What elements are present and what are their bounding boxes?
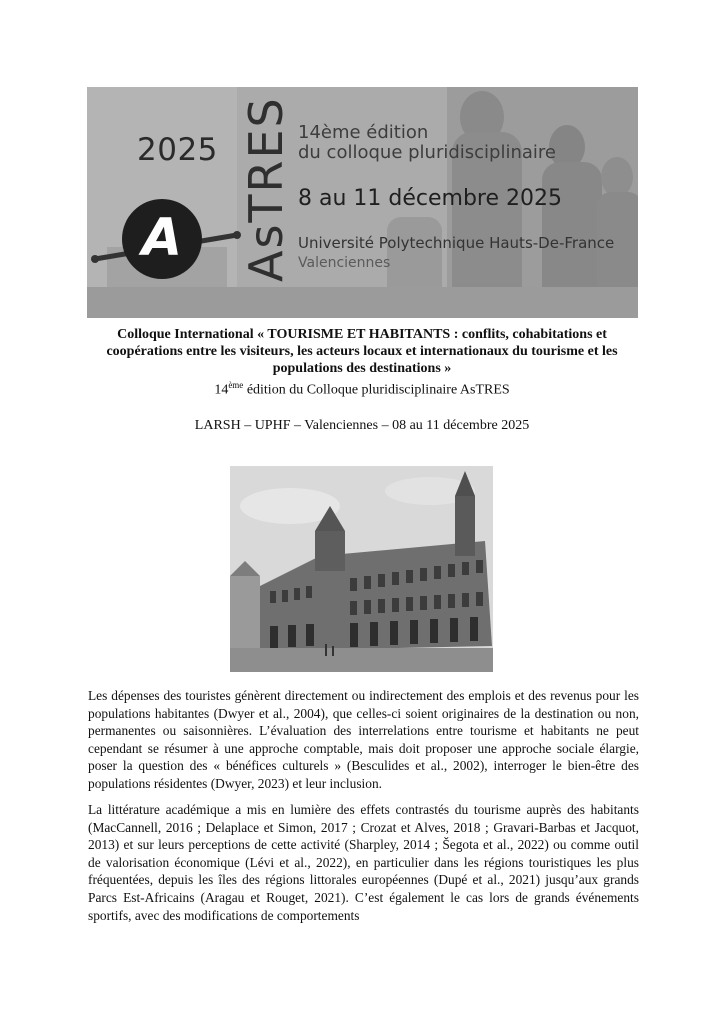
banner-year: 2025 [137,132,218,168]
colloquium-title: Colloque International « TOURISME ET HABITANTS : conflits, cohabitations et coopérations entre les visiteurs, les acteurs locaux et internationaux du tourisme et les populations des destinations » [106,327,618,376]
banner-dates: 8 au 11 décembre 2025 [298,186,562,211]
edition-sup: ème [228,380,244,390]
location-line: LARSH – UPHF – Valenciennes – 08 au 11 décembre 2025 [194,418,530,433]
banner-brand-vertical: AsTRES [239,96,293,282]
edition-rest: édition du Colloque pluridisciplinaire AsTRES [243,382,510,398]
edition-line [94,377,630,399]
logo-letter: A [141,208,183,268]
colloquium-banner [87,87,638,318]
edition-number: 14 [214,382,229,398]
banner-university: Université Polytechnique Hauts-De-France [298,234,615,252]
paragraph-2: La littérature académique a mis en lumière des effets contrastés du tourisme auprès des habitants (MacCannell, 2016 ; Delaplace et Simon, 2017 ; Crozat et Alves, 2018 ; Gravari-Barbas et Jacquot, 2013) et sur leurs perceptions de cette activité (Sharpley, 2014 ; Šegota et al., 2022) ou comme outil de valorisation économique (Lévi et al., 2022), en particulier dans les régions touristiques les plus fréquentées, depuis les îles des régions littorales européennes (Dupé et al., 2021) jusqu’aux grands Parcs Est-Africains (Aragau et Rouget, 2021). C’est également le cas lors de grands événements sportifs, avec des modifications de comportements [88,802,639,923]
astres-logo [87,177,247,297]
banner-university-block [298,233,614,273]
town-hall-photo [230,466,493,672]
banner-city: Valenciennes [298,255,391,271]
banner-edition-line1: 14ème édition [298,122,429,143]
banner-edition-line2: du colloque pluridisciplinaire [298,142,556,163]
building-illustration [230,466,493,672]
banner-edition [298,123,556,163]
colloquium-title-block [94,326,630,399]
paragraph-1: Les dépenses des touristes génèrent directement ou indirectement des emplois et des revenus pour les populations habitantes (Dwyer et al., 2004), que celles-ci soient originaires de la destination ou non, permanentes ou saisonnières. L’évaluation des interrelations entre tourisme et habitants ne peut cependant se résumer à une approche comptable, mais doit proposer une approche sociale élargie, poser la question des « bénéfices culturels » (Besculides et al., 2002), interroger le bien-être des populations résidentes (Dwyer, 2023) et leur inclusion. [88,688,639,791]
